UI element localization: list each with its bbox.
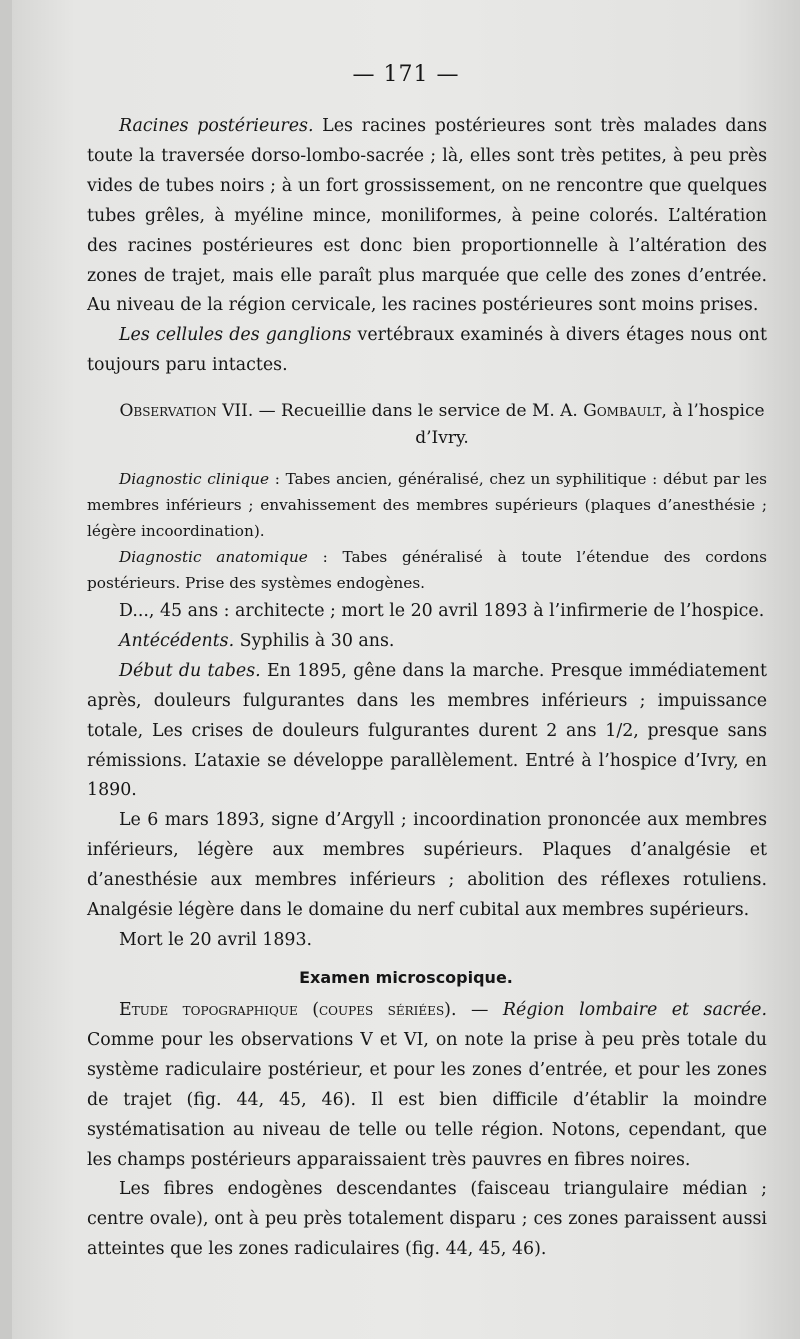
paragraph-ganglions	[87, 321, 767, 381]
racines-section	[87, 112, 767, 381]
case-debut	[87, 657, 767, 807]
anatomical-lead: Diagnostic anatomique	[119, 548, 308, 566]
text-ganglions: vertébraux examinés à divers étages nous ont toujours paru intactes.	[87, 325, 767, 376]
case-march: Le 6 mars 1893, signe d’Argyll ; incoordination prononcée aux membres inférieurs, légère aux membres supérieurs. Plaques d’analgésie et d’anesthésie aux membres inférieurs ; abolition des réflexes rotuliens. Analgésie légère dans le domaine du nerf cubital aux membres supérieurs.	[87, 810, 767, 921]
exam-fibres: Les fibres endogènes descendantes (faisceau triangulaire médian ; centre ovale), ont à peu près totalement disparu ; ces zones paraissent aussi atteintes que les zones radiculaires (fig. 44, 45, 46).	[87, 1179, 767, 1260]
observation-place: , à l’hospice d’Ivry.	[415, 401, 765, 448]
etude-label: Etude topographique	[119, 1000, 298, 1020]
exam-etude	[87, 996, 767, 1175]
observation-label: Observation	[119, 401, 217, 421]
case-intro: D..., 45 ans : architecte ; mort le 20 avril 1893 à l’infirmerie de l’hospice.	[119, 601, 765, 621]
anatomical-text: : Tabes généralisé à toute l’étendue des cordons postérieurs. Prise des systèmes endogènes.	[87, 548, 768, 592]
observation-number: VII. — Recueillie dans le service de M. A.	[216, 401, 584, 421]
case-death: Mort le 20 avril 1893.	[119, 929, 313, 950]
diagnosis-anatomical	[87, 544, 767, 596]
lead-ganglions: Les cellules des ganglions	[119, 325, 352, 346]
case-antecedents	[87, 627, 767, 657]
debut-lead: Début du tabes.	[119, 660, 261, 681]
case-section	[87, 597, 767, 956]
exam-title: Examen microscopique.	[299, 968, 513, 987]
diagnosis-clinical	[87, 466, 767, 544]
page-number: — 171 —	[352, 62, 460, 87]
debut-text: En 1895, gêne dans la marche. Presque immédiatement après, douleurs fulgurantes dans les membres inférieurs ; impuissance totale, Les crises de douleurs fulgurantes durent 2 ans 1/2, presque sans rémissions. L’ataxie se développe parallèlement. Entré à l’hospice d’Ivry, en 1890.	[87, 660, 767, 801]
etude-region: Région lombaire et sacrée.	[502, 1000, 767, 1020]
text-racines: Les racines postérieures sont très malades dans toute la traversée dorso-lombo-sacrée ; là, elles sont très petites, à peu près vides de tubes noirs ; à un fort grossissement, on ne rencontre que quelques tubes grêles, à myéline mince, moniliformes, à peine colorés. L’altération des racines postérieures est donc bien proportionnelle à l’altération des zones de trajet, mais elle paraît plus marquée que celle des zones d’entrée. Au niveau de la région cervicale, les racines postérieures sont moins prises.	[87, 116, 767, 316]
lead-racines: Racines postérieures.	[119, 116, 314, 136]
clinical-text: : Tabes ancien, généralisé, chez un syphilitique : début par les membres inférieurs ; envahissement des membres supérieurs (plaques d’anesthésie ; légère incoordination).	[87, 470, 767, 540]
diagnosis-section	[87, 466, 767, 596]
book-page	[12, 0, 800, 1339]
observation-doctor: Gombault	[583, 401, 662, 421]
antecedents-lead: Antécédents.	[119, 630, 235, 651]
etude-text: Comme pour les observations V et VI, on note la prise à peu près totale du système radiculaire postérieur, et pour les zones d’entrée, et pour les zones de trajet (fig. 44, 45, 46). Il est bien difficile d’établir la moindre systématisation au niveau de telle ou telle région. Notons, cependant, que les champs postérieurs apparaissaient très pauvres en fibres noires.	[87, 1029, 767, 1170]
observation-title	[112, 398, 772, 452]
etude-paren: (coupes sériées). —	[297, 1000, 503, 1020]
exam-section	[87, 996, 767, 1265]
paragraph-racines	[87, 112, 767, 321]
clinical-lead: Diagnostic clinique	[119, 470, 270, 488]
antecedents-text: Syphilis à 30 ans.	[234, 630, 395, 651]
